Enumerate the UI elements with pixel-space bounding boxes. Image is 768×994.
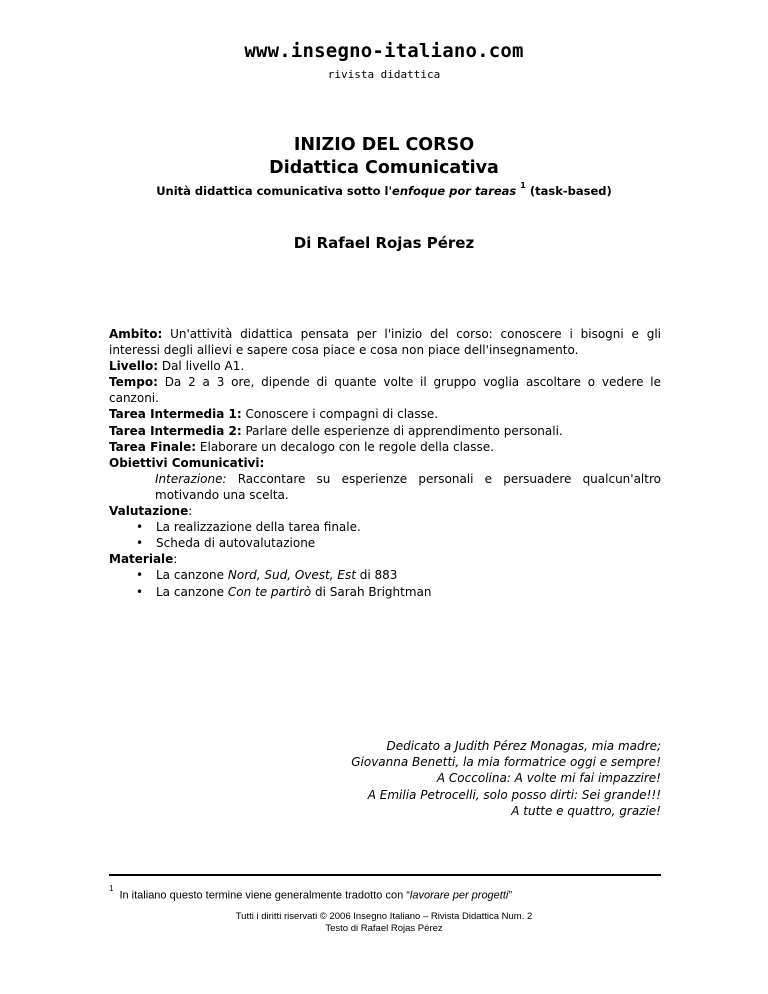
dedication-line: A Coccolina: A volte mi fai impazzire! (436, 771, 661, 786)
tarea1-row (109, 406, 661, 422)
title-line-2: Didattica Comunicativa (269, 158, 499, 178)
materiale-heading: Materiale: (109, 552, 178, 567)
ambito-label: Ambito: (109, 327, 163, 341)
footnote-text-italic: lavorare per progetti (409, 889, 509, 902)
dedication-line: A Emilia Petrocelli, solo posso dirti: Sei grande!!! (367, 787, 661, 802)
dedication-line: A tutte e quattro, grazie! (511, 803, 661, 818)
finale-row (109, 439, 661, 455)
subtitle-prefix: Unità didattica comunicativa sotto l' (156, 183, 393, 198)
livello-text: Dal livello A1. (161, 359, 245, 374)
footnote-ref: 1 (520, 181, 526, 190)
footnote-divider (109, 874, 661, 876)
dedication-line: Giovanna Benetti, la mia formatrice oggi e sempre! (351, 755, 661, 770)
ambito-row (109, 326, 661, 358)
title-line-1: INIZIO DEL CORSO (293, 135, 475, 155)
site-header: www.insegno-italiano.com (244, 40, 524, 62)
tempo-row (109, 374, 661, 406)
author-credit-line: Testo di Rafael Rojas Pérez (325, 923, 443, 934)
copyright-line: Tutti i diritti riservati © 2006 Insegno Italiano – Rivista Didattica Num. 2 (235, 911, 533, 922)
valutazione-label: Valutazione (109, 504, 189, 519)
interazione-row (109, 471, 661, 503)
tarea2-label: Tarea Intermedia 2: (109, 423, 242, 438)
livello-label: Livello: (109, 359, 158, 374)
tempo-label: Tempo: (109, 375, 158, 390)
finale-text: Elaborare un decalogo con le regole della classe. (199, 439, 494, 454)
interazione-label: Interazione: (155, 471, 227, 486)
site-subtitle: rivista didattica (327, 68, 441, 81)
valutazione-heading: Valutazione: (109, 504, 193, 519)
list-item: • La realizzazione della tarea finale. (136, 520, 361, 535)
bullet-icon: • (136, 568, 144, 583)
tarea2-text: Parlare delle esperienze di apprendimento personali. (245, 423, 563, 438)
finale-label: Tarea Finale: (109, 439, 197, 454)
subtitle-italic: enfoque por tareas (392, 183, 517, 198)
footnote-text-pre: In italiano questo termine viene generalmente tradotto con “ (119, 889, 410, 902)
author-line: Di Rafael Rojas Pérez (293, 234, 475, 252)
page-footer (0, 911, 768, 935)
subtitle-suffix: (task-based) (529, 183, 612, 198)
ambito-text: Un'attività didattica pensata per l'inizio del corso: conoscere i bisogni e gli interessi degli allievi e sapere cosa piace e cosa non piace dell'insegnamento. (109, 327, 661, 358)
info-section (109, 326, 661, 600)
tempo-text: Da 2 a 3 ore, dipende di quante volte il gruppo voglia ascoltare o vedere le canzoni. (109, 375, 661, 406)
tarea1-label: Tarea Intermedia 1: (109, 407, 242, 422)
livello-row (109, 358, 661, 374)
list-item: • La canzone Nord, Sud, Ovest, Est di 883 (136, 568, 398, 583)
footnote-mark: 1 (109, 884, 114, 893)
dedication (261, 738, 661, 819)
obiettivi-label: Obiettivi Comunicativi: (109, 455, 265, 470)
bullet-icon: • (136, 536, 144, 551)
list-item: • Scheda di autovalutazione (136, 536, 316, 551)
materiale-label: Materiale (109, 552, 174, 567)
bullet-icon: • (136, 584, 144, 599)
valutazione-list (109, 519, 661, 551)
list-item: • La canzone Con te partirò di Sarah Brightman (136, 584, 432, 599)
document-title (0, 134, 768, 180)
footnote-text-post: ” (508, 889, 513, 902)
footnote (109, 884, 669, 902)
materiale-list (109, 567, 661, 599)
interazione-text: Raccontare su esperienze personali e persuadere qualcun'altro motivando una scelta. (155, 471, 661, 502)
dedication-line: Dedicato a Judith Pérez Monagas, mia madre; (386, 739, 661, 753)
tarea2-row (109, 423, 661, 439)
document-subtitle (0, 183, 768, 198)
bullet-icon: • (136, 520, 144, 535)
tarea1-text: Conoscere i compagni di classe. (245, 407, 439, 422)
